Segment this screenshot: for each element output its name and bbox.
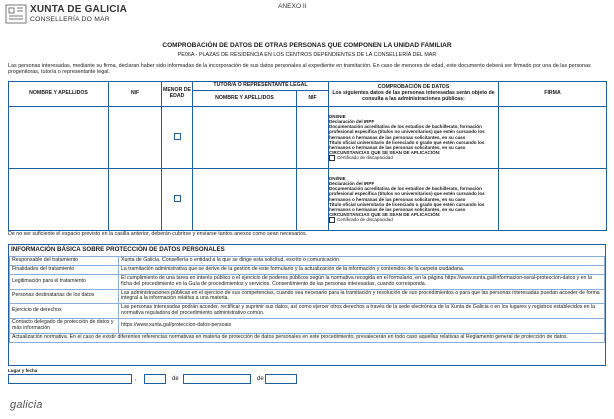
col-header-sign: FIRMA xyxy=(499,82,607,107)
tutor-nif-cell[interactable] xyxy=(297,107,329,169)
col-header-tutor: TUTOR/A O REPRESENTANTE LEGAL xyxy=(193,82,329,91)
page-title: COMPROBACIÓN DE DATOS DE OTRAS PERSONAS QUE COMPONEN LA UNIDAD FAMILIAR xyxy=(162,42,452,49)
signature-cell[interactable] xyxy=(499,169,607,231)
consent-title: COMPROBACIÓN DE DATOS xyxy=(377,84,450,91)
col-header-name: NOMBRE Y APELLIDOS xyxy=(9,82,109,107)
signature-cell[interactable] xyxy=(499,107,607,169)
minor-checkbox[interactable] xyxy=(174,133,181,140)
department-name: CONSELLERÍA DO MAR xyxy=(30,16,110,23)
dp-row: Finalidades del tratamiento La tramitación administrativa que se derive de la gestión de este formulario y la actualización de la información y contenidos de la carpeta ciudadana. xyxy=(10,265,605,274)
annex-label: ANEXO II xyxy=(278,3,307,10)
dp-row: Actualización normativa. En el caso de existir diferentes referencias normativas en materia de protección de datos personales en este procedimiento, prevalecerán en todo caso aquellas relativas al Reglamento general de protección de datos. xyxy=(10,333,605,342)
intro-text: Las personas interesadas, mediante su firma, declaran haber sido informadas de la incorporación de sus datos personales al expediente en tramitación. En caso de menores de edad, este documento deberá ser firmado por una de las personas progenitoras, tutor/a o representante legal. xyxy=(8,63,591,76)
date-sep-comma: , xyxy=(135,376,137,382)
date-sep-de: de xyxy=(172,376,179,382)
dp-row: Contacto delegado de protección de datos y más información https://www.xunta.gal/proteccion-datos-persoais xyxy=(10,319,605,334)
place-field[interactable] xyxy=(8,374,132,384)
month-field[interactable] xyxy=(183,374,251,384)
col-header-consent xyxy=(329,82,499,107)
galicia-footer-logo: galicia xyxy=(10,399,43,411)
day-field[interactable] xyxy=(144,374,166,384)
table-row xyxy=(9,107,607,169)
tutor-nif-cell[interactable] xyxy=(297,169,329,231)
dp-row: Responsable del tratamiento Xunta de Galicia. Consellería o entidad a la que se dirige esta solicitud, escrito o comunicación. xyxy=(10,257,605,266)
dp-row: Ejercicio de derechos Las personas interesadas podrán acceder, rectificar y suprimir sus datos, así como ejercer otros derechos a través de la sede electrónica de la Xunta de Galicia o en los lugares y registros establecidos en la normativa reguladora del procedimiento administrativo común. xyxy=(10,304,605,319)
disability-checkbox[interactable] xyxy=(329,155,335,161)
col-header-nif: NIF xyxy=(109,82,162,107)
name-cell[interactable] xyxy=(9,107,109,169)
page-subtitle: PE06A - PLAZAS DE RESIDENCIA EN LOS CENTROS DEPENDIENTES DE LA CONSELLERÍA DEL MAR xyxy=(177,52,437,58)
place-date-label: Lugar y fecha xyxy=(8,368,38,373)
disability-checkbox[interactable] xyxy=(329,217,335,223)
dp-row: Personas destinatarias de los datos Las administraciones públicas en el ejercicio de sus competencias, cuando sea necesario para la tramitación y resolución de sus procedimientos o para que las personas interesadas puedan acceder de forma integral a la información relativa a una materia. xyxy=(10,289,605,304)
tutor-name-cell[interactable] xyxy=(193,107,297,169)
tutor-name-cell[interactable] xyxy=(193,169,297,231)
consent-description: Los siguientes datos de las personas interesadas serán objeto de consulta a las administraciones públicas: xyxy=(332,90,495,102)
minor-checkbox[interactable] xyxy=(174,195,181,202)
table-row xyxy=(9,169,607,231)
data-protection-table xyxy=(9,256,605,343)
nif-cell[interactable] xyxy=(109,107,162,169)
xunta-crest-logo xyxy=(5,4,27,24)
org-name: XUNTA DE GALICIA xyxy=(30,4,128,15)
year-field[interactable] xyxy=(265,374,297,384)
col-header-tutor-name: NOMBRE Y APELLIDOS xyxy=(193,91,297,107)
family-members-table xyxy=(8,81,607,231)
col-header-tutor-nif: NIF xyxy=(297,91,329,107)
name-cell[interactable] xyxy=(9,169,109,231)
data-protection-title: INFORMACIÓN BÁSICA SOBRE PROTECCIÓN DE DATOS PERSONALES xyxy=(11,246,225,253)
date-sep-de: de xyxy=(257,376,264,382)
missing-space-note: De no ser suficiente el espacio previsto en la casilla anterior, deberán cubrirse y enviarse tantos anexos como sean necesarios. xyxy=(8,231,308,237)
col-header-minor: MENOR DE EDAD xyxy=(162,82,193,107)
nif-cell[interactable] xyxy=(109,169,162,231)
consent-cell: DNI/NIE Declaración del IRPF Documentación acreditativa de los estudios de bachillerato, formación profesional específica (títulos no universitarios) que estén cursando los hermanos o hermanas de las personas solicitantes, en su caso Título oficial universitario de licenciado o grado que estén cursando los hermanos o hermanas de las personas solicitantes, en su caso CIRCUNSTANCIAS QUE SE SEAN DE APLICACIÓN: Certificado de discapacidad xyxy=(329,107,499,169)
dp-row: Legitimación para el tratamiento El cumplimiento de una tarea en interés público o el ejercicio de poderes públicos según la normativa recogida en el formulario, en la página https://www.xunta.gal/informacion-xeral-proteccion-datos y en la ficha del procedimiento en la Guía de procedimientos y servicios. Consentimiento de las personas interesadas, cuando corresponda. xyxy=(10,274,605,289)
consent-cell: DNI/NIE Declaración del IRPF Documentación acreditativa de los estudios de bachillerato, formación profesional específica (títulos no universitarios) que estén cursando los hermanos o hermanas de las personas solicitantes, en su caso Título oficial universitario de licenciado o grado que estén cursando los hermanos o hermanas de las personas solicitantes, en su caso CIRCUNSTANCIAS QUE SE SEAN DE APLICACIÓN: Certificado de discapacidad xyxy=(329,169,499,231)
